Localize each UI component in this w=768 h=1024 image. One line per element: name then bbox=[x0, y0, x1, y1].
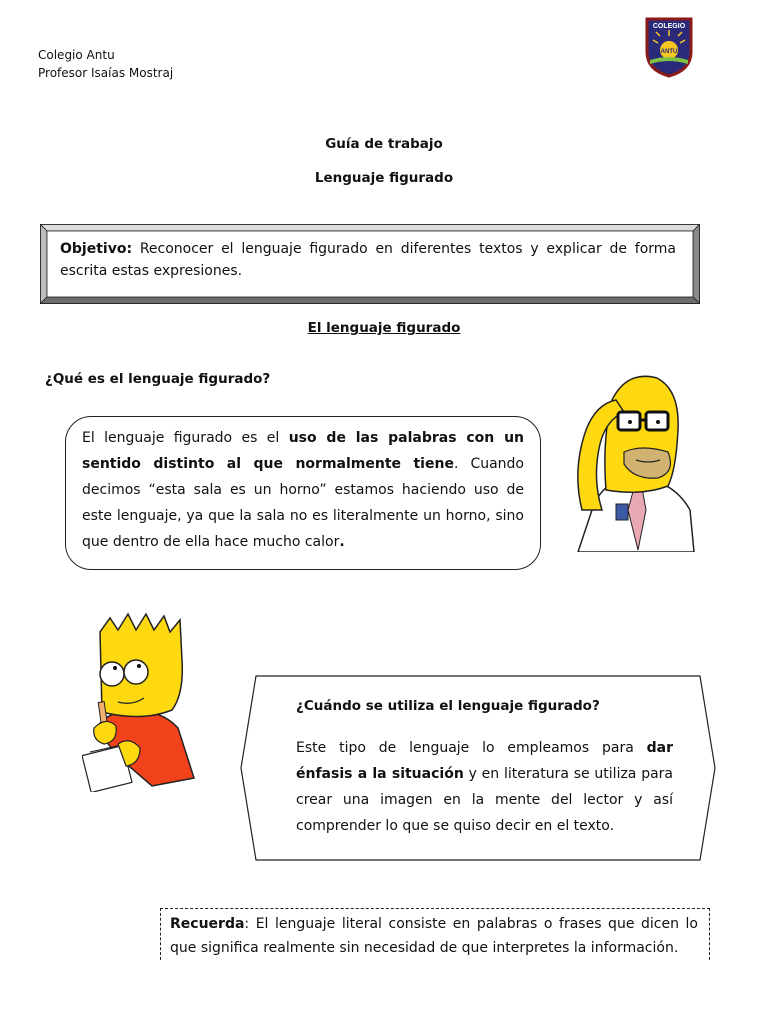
bart-illustration bbox=[82, 610, 200, 792]
usage-part2: y en literatura se utiliza para crear una imagen en la mente del lector y así comprender lo que se quiso decir en el texto. bbox=[296, 766, 673, 834]
question-what-is: ¿Qué es el lenguaje figurado? bbox=[45, 371, 271, 387]
usage-bold: dar énfasis a la situación bbox=[296, 740, 673, 782]
definition-part1: El lenguaje figurado es el bbox=[82, 430, 289, 446]
logo-text-mid: ANTU bbox=[660, 49, 678, 55]
reminder-label: Recuerda bbox=[170, 916, 245, 932]
definition-end: . bbox=[339, 534, 345, 550]
homer-illustration bbox=[572, 360, 698, 552]
usage-part1: Este tipo de lenguaje lo empleamos para bbox=[296, 740, 647, 756]
question-when-used: ¿Cuándo se utiliza el lenguaje figurado? bbox=[296, 698, 600, 714]
objective-text bbox=[60, 238, 676, 282]
school-logo-shield bbox=[644, 16, 694, 78]
logo-text-top: COLEGIO bbox=[652, 23, 686, 30]
reminder-body: : El lenguaje literal consiste en palabras o frases que dicen lo que significa realmente sin necesidad de que interpretes la información. bbox=[170, 916, 698, 956]
header-info bbox=[38, 46, 173, 82]
definition-part2: . Cuando decimos “esta sala es un horno” estamos haciendo uso de este lenguaje, ya que la sala no es literalmente un horno, sino que dentro de ella hace mucho calor bbox=[82, 456, 525, 550]
topic-title: Lenguaje figurado bbox=[314, 170, 454, 186]
usage-text bbox=[296, 735, 673, 839]
objective-body: Reconocer el lenguaje figurado en diferentes textos y explicar de forma escrita estas expresiones. bbox=[60, 241, 676, 279]
guide-title: Guía de trabajo bbox=[325, 136, 443, 152]
reminder-text bbox=[170, 912, 698, 960]
objective-label: Objetivo: bbox=[60, 241, 133, 257]
school-name: Colegio Antu bbox=[38, 48, 115, 62]
teacher-name: Profesor Isaías Mostraj bbox=[38, 66, 174, 80]
definition-text bbox=[82, 425, 524, 555]
definition-bold: uso de las palabras con un sentido distinto al que normalmente tiene bbox=[82, 430, 525, 472]
section-title: El lenguaje figurado bbox=[307, 320, 461, 336]
